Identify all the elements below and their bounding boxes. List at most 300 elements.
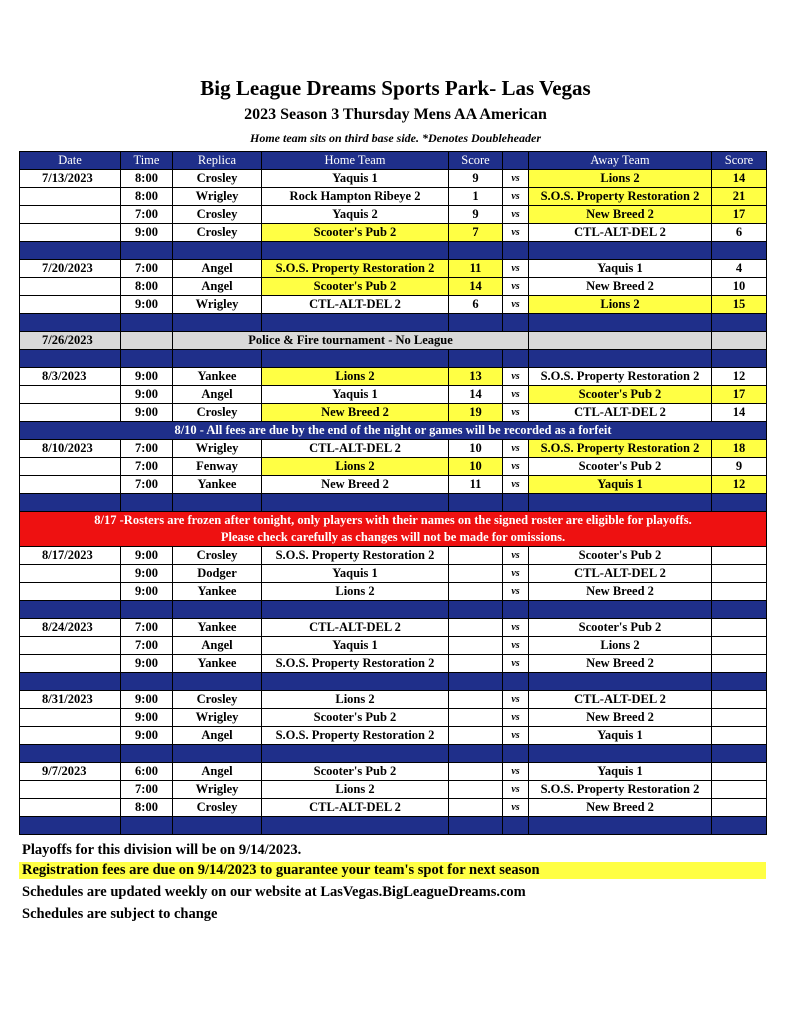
away-score-cell: 21 [712,188,767,206]
home-team-cell: CTL-ALT-DEL 2 [262,296,449,314]
home-score-cell [449,709,503,727]
spacer-cell [503,817,529,835]
spacer-cell [262,242,449,260]
home-team-cell: Yaquis 1 [262,386,449,404]
home-score-cell [449,691,503,709]
spacer-cell [529,673,712,691]
vs-cell: vs [503,476,529,494]
time-cell: 9:00 [121,655,173,673]
vs-cell: vs [503,547,529,565]
home-team-cell: Scooter's Pub 2 [262,763,449,781]
spacer-cell [503,745,529,763]
spacer-row [20,745,767,763]
col-header-away-team: Away Team [529,152,712,170]
home-score-cell: 9 [449,170,503,188]
date-cell [20,296,121,314]
date-cell [20,224,121,242]
away-team-cell: New Breed 2 [529,655,712,673]
away-team-cell: New Breed 2 [529,709,712,727]
game-row [20,170,767,188]
replica-cell: Angel [173,260,262,278]
spacer-cell [121,745,173,763]
replica-cell: Angel [173,727,262,745]
home-score-cell [449,583,503,601]
home-team-cell: Rock Hampton Ribeye 2 [262,188,449,206]
away-team-cell: New Breed 2 [529,583,712,601]
no-league-text: Police & Fire tournament - No League [173,332,529,350]
schedule-body [20,170,767,835]
time-cell: 7:00 [121,476,173,494]
game-row [20,296,767,314]
vs-cell: vs [503,691,529,709]
home-score-cell [449,799,503,817]
spacer-row [20,350,767,368]
date-cell [20,565,121,583]
spacer-cell [712,242,767,260]
playoffs-note: Playoffs for this division will be on 9/14/2023. [22,842,302,858]
away-score-cell [712,691,767,709]
home-team-cell: Yaquis 2 [262,206,449,224]
spacer-cell [121,817,173,835]
home-team-cell: S.O.S. Property Restoration 2 [262,655,449,673]
home-score-cell: 13 [449,368,503,386]
vs-cell: vs [503,637,529,655]
time-cell: 7:00 [121,260,173,278]
vs-cell: vs [503,440,529,458]
date-cell: 8/31/2023 [20,691,121,709]
time-cell: 7:00 [121,440,173,458]
away-score-cell: 18 [712,440,767,458]
date-cell [20,583,121,601]
date-cell [20,727,121,745]
registration-note: Registration fees are due on 9/14/2023 to guarantee your team's spot for next season [19,862,766,879]
away-score-cell: 14 [712,170,767,188]
away-score-cell [712,799,767,817]
home-team-cell: Yaquis 1 [262,565,449,583]
away-team-cell: S.O.S. Property Restoration 2 [529,188,712,206]
roster-alert-row [20,512,767,547]
game-row [20,224,767,242]
away-score-cell [712,619,767,637]
home-team-cell: Yaquis 1 [262,170,449,188]
time-cell: 9:00 [121,224,173,242]
spacer-row [20,314,767,332]
replica-cell: Crosley [173,547,262,565]
home-score-cell [449,727,503,745]
spacer-cell [449,817,503,835]
time-cell: 9:00 [121,386,173,404]
away-team-cell: Yaquis 1 [529,476,712,494]
spacer-cell [173,494,262,512]
away-score-cell [712,547,767,565]
spacer-cell [262,494,449,512]
away-score-cell [712,637,767,655]
game-row [20,404,767,422]
away-team-cell: Lions 2 [529,296,712,314]
time-cell: 9:00 [121,691,173,709]
spacer-cell [20,601,121,619]
spacer-cell [173,314,262,332]
time-cell: 8:00 [121,188,173,206]
replica-cell: Wrigley [173,188,262,206]
time-cell: 9:00 [121,547,173,565]
date-cell [20,278,121,296]
home-score-cell [449,781,503,799]
vs-cell: vs [503,368,529,386]
replica-cell: Wrigley [173,781,262,799]
away-team-cell: CTL-ALT-DEL 2 [529,404,712,422]
date-cell [20,476,121,494]
time-cell: 7:00 [121,619,173,637]
away-score-cell [712,583,767,601]
away-score-cell: 17 [712,386,767,404]
game-row [20,799,767,817]
roster-alert-line-2: Please check carefully as changes will not be made for omissions. [220,530,566,544]
away-score-cell: 15 [712,296,767,314]
away-team-cell: Lions 2 [529,637,712,655]
time-cell: 8:00 [121,278,173,296]
vs-cell: vs [503,170,529,188]
spacer-cell [262,601,449,619]
vs-cell: vs [503,727,529,745]
spacer-cell [712,817,767,835]
spacer-cell [503,494,529,512]
time-cell: 8:00 [121,799,173,817]
time-cell: 6:00 [121,763,173,781]
home-score-cell [449,565,503,583]
spacer-cell [449,494,503,512]
replica-cell: Fenway [173,458,262,476]
time-cell: 7:00 [121,781,173,799]
date-cell: 7/26/2023 [20,332,121,350]
away-team-cell: S.O.S. Property Restoration 2 [529,368,712,386]
replica-cell: Yankee [173,368,262,386]
vs-cell: vs [503,458,529,476]
spacer-cell [262,350,449,368]
spacer-cell [20,350,121,368]
col-header-vs [503,152,529,170]
spacer-row [20,817,767,835]
time-cell: 9:00 [121,727,173,745]
change-note: Schedules are subject to change [22,906,218,922]
vs-cell: vs [503,763,529,781]
spacer-cell [449,314,503,332]
away-score-cell [712,655,767,673]
blank-cell [121,332,173,350]
date-cell [20,206,121,224]
schedule-note: Home team sits on third base side. *Denotes Doubleheader [250,131,541,145]
spacer-cell [449,673,503,691]
replica-cell: Crosley [173,224,262,242]
vs-cell: vs [503,619,529,637]
blank-cell [712,332,767,350]
spacer-row [20,673,767,691]
date-cell [20,637,121,655]
vs-cell: vs [503,278,529,296]
date-cell: 8/10/2023 [20,440,121,458]
spacer-cell [121,350,173,368]
away-score-cell [712,781,767,799]
away-team-cell: New Breed 2 [529,278,712,296]
spacer-cell [20,673,121,691]
away-team-cell: Scooter's Pub 2 [529,619,712,637]
spacer-cell [173,745,262,763]
home-team-cell: S.O.S. Property Restoration 2 [262,547,449,565]
spacer-cell [121,242,173,260]
game-row [20,547,767,565]
game-row [20,188,767,206]
vs-cell: vs [503,386,529,404]
home-team-cell: S.O.S. Property Restoration 2 [262,727,449,745]
schedule-table [19,151,767,835]
spacer-cell [20,745,121,763]
spacer-cell [712,494,767,512]
col-header-away-score: Score [712,152,767,170]
page-subtitle: 2023 Season 3 Thursday Mens AA American [244,106,547,123]
replica-cell: Crosley [173,206,262,224]
blank-cell [529,332,712,350]
time-cell: 9:00 [121,709,173,727]
game-row [20,619,767,637]
time-cell: 7:00 [121,637,173,655]
away-score-cell [712,763,767,781]
home-score-cell: 11 [449,476,503,494]
game-row [20,583,767,601]
col-header-home-score: Score [449,152,503,170]
home-team-cell: CTL-ALT-DEL 2 [262,440,449,458]
spacer-cell [529,745,712,763]
replica-cell: Angel [173,637,262,655]
col-header-date: Date [20,152,121,170]
game-row [20,637,767,655]
date-cell: 9/7/2023 [20,763,121,781]
away-team-cell: Yaquis 1 [529,727,712,745]
date-cell [20,188,121,206]
spacer-row [20,242,767,260]
home-team-cell: New Breed 2 [262,476,449,494]
vs-cell: vs [503,260,529,278]
spacer-cell [173,673,262,691]
fees-notice-text: 8/10 - All fees are due by the end of the night or games will be recorded as a forfeit [20,422,767,440]
away-score-cell: 9 [712,458,767,476]
replica-cell: Wrigley [173,296,262,314]
spacer-cell [262,314,449,332]
home-team-cell: Lions 2 [262,368,449,386]
vs-cell: vs [503,709,529,727]
game-row [20,458,767,476]
replica-cell: Crosley [173,404,262,422]
spacer-cell [503,242,529,260]
spacer-cell [529,350,712,368]
away-score-cell: 10 [712,278,767,296]
game-row [20,440,767,458]
vs-cell: vs [503,296,529,314]
date-cell: 8/24/2023 [20,619,121,637]
spacer-cell [712,601,767,619]
replica-cell: Crosley [173,691,262,709]
spacer-cell [121,494,173,512]
spacer-cell [503,314,529,332]
away-team-cell: Scooter's Pub 2 [529,547,712,565]
date-cell: 7/13/2023 [20,170,121,188]
spacer-cell [262,673,449,691]
date-cell [20,709,121,727]
game-row [20,763,767,781]
game-row [20,368,767,386]
game-row [20,386,767,404]
away-score-cell [712,565,767,583]
spacer-cell [173,242,262,260]
spacer-cell [503,350,529,368]
home-team-cell: Scooter's Pub 2 [262,709,449,727]
date-cell: 7/20/2023 [20,260,121,278]
fees-notice-row [20,422,767,440]
home-score-cell: 10 [449,440,503,458]
away-team-cell: Scooter's Pub 2 [529,386,712,404]
vs-cell: vs [503,655,529,673]
spacer-cell [712,350,767,368]
roster-alert-cell [20,512,767,547]
home-team-cell: Scooter's Pub 2 [262,224,449,242]
time-cell: 9:00 [121,404,173,422]
home-team-cell: Lions 2 [262,583,449,601]
home-score-cell: 14 [449,278,503,296]
spacer-cell [712,673,767,691]
replica-cell: Yankee [173,655,262,673]
spacer-cell [173,817,262,835]
home-score-cell: 14 [449,386,503,404]
spacer-cell [121,314,173,332]
home-score-cell [449,619,503,637]
away-team-cell: S.O.S. Property Restoration 2 [529,781,712,799]
home-score-cell: 7 [449,224,503,242]
home-team-cell: S.O.S. Property Restoration 2 [262,260,449,278]
vs-cell: vs [503,781,529,799]
no-league-row [20,332,767,350]
home-team-cell: Yaquis 1 [262,637,449,655]
spacer-cell [20,242,121,260]
date-cell: 8/17/2023 [20,547,121,565]
time-cell: 7:00 [121,206,173,224]
time-cell: 7:00 [121,458,173,476]
date-cell [20,386,121,404]
away-team-cell: Yaquis 1 [529,763,712,781]
spacer-cell [121,601,173,619]
replica-cell: Angel [173,386,262,404]
col-header-home-team: Home Team [262,152,449,170]
spacer-cell [449,350,503,368]
game-row [20,727,767,745]
home-score-cell: 1 [449,188,503,206]
spacer-row [20,494,767,512]
spacer-cell [529,601,712,619]
away-score-cell: 17 [712,206,767,224]
replica-cell: Wrigley [173,440,262,458]
away-score-cell: 12 [712,476,767,494]
spacer-cell [712,314,767,332]
away-score-cell: 14 [712,404,767,422]
spacer-cell [20,494,121,512]
home-score-cell [449,637,503,655]
spacer-cell [449,601,503,619]
vs-cell: vs [503,565,529,583]
roster-alert-line-1: 8/17 -Rosters are frozen after tonight, only players with their names on the signed roster are eligible for playoffs. [94,513,692,527]
spacer-cell [529,242,712,260]
home-score-cell: 11 [449,260,503,278]
spacer-cell [20,314,121,332]
game-row [20,206,767,224]
replica-cell: Yankee [173,583,262,601]
replica-cell: Angel [173,763,262,781]
date-cell [20,799,121,817]
spacer-cell [20,817,121,835]
website-note: Schedules are updated weekly on our website at LasVegas.BigLeagueDreams.com [22,884,526,900]
date-cell [20,458,121,476]
home-team-cell: Lions 2 [262,458,449,476]
home-team-cell: New Breed 2 [262,404,449,422]
game-row [20,691,767,709]
replica-cell: Angel [173,278,262,296]
replica-cell: Crosley [173,799,262,817]
away-team-cell: New Breed 2 [529,206,712,224]
game-row [20,565,767,583]
spacer-cell [449,745,503,763]
home-team-cell: CTL-ALT-DEL 2 [262,619,449,637]
time-cell: 9:00 [121,565,173,583]
time-cell: 9:00 [121,368,173,386]
replica-cell: Yankee [173,619,262,637]
game-row [20,709,767,727]
away-score-cell: 4 [712,260,767,278]
away-team-cell: New Breed 2 [529,799,712,817]
replica-cell: Yankee [173,476,262,494]
home-score-cell: 6 [449,296,503,314]
home-score-cell: 9 [449,206,503,224]
home-team-cell: Scooter's Pub 2 [262,278,449,296]
spacer-cell [503,601,529,619]
spacer-cell [173,350,262,368]
game-row [20,655,767,673]
spacer-cell [262,745,449,763]
game-row [20,278,767,296]
vs-cell: vs [503,206,529,224]
page-title: Big League Dreams Sports Park- Las Vegas [200,76,591,100]
replica-cell: Crosley [173,170,262,188]
vs-cell: vs [503,404,529,422]
date-cell [20,404,121,422]
replica-cell: Wrigley [173,709,262,727]
game-row [20,781,767,799]
home-score-cell [449,655,503,673]
away-team-cell: Yaquis 1 [529,260,712,278]
home-score-cell [449,547,503,565]
away-team-cell: CTL-ALT-DEL 2 [529,224,712,242]
vs-cell: vs [503,224,529,242]
spacer-cell [173,601,262,619]
game-row [20,476,767,494]
home-score-cell [449,763,503,781]
date-cell: 8/3/2023 [20,368,121,386]
away-team-cell: CTL-ALT-DEL 2 [529,691,712,709]
away-score-cell [712,727,767,745]
home-team-cell: Lions 2 [262,781,449,799]
col-header-time: Time [121,152,173,170]
away-team-cell: Scooter's Pub 2 [529,458,712,476]
date-cell [20,655,121,673]
spacer-cell [449,242,503,260]
spacer-cell [262,817,449,835]
time-cell: 8:00 [121,170,173,188]
